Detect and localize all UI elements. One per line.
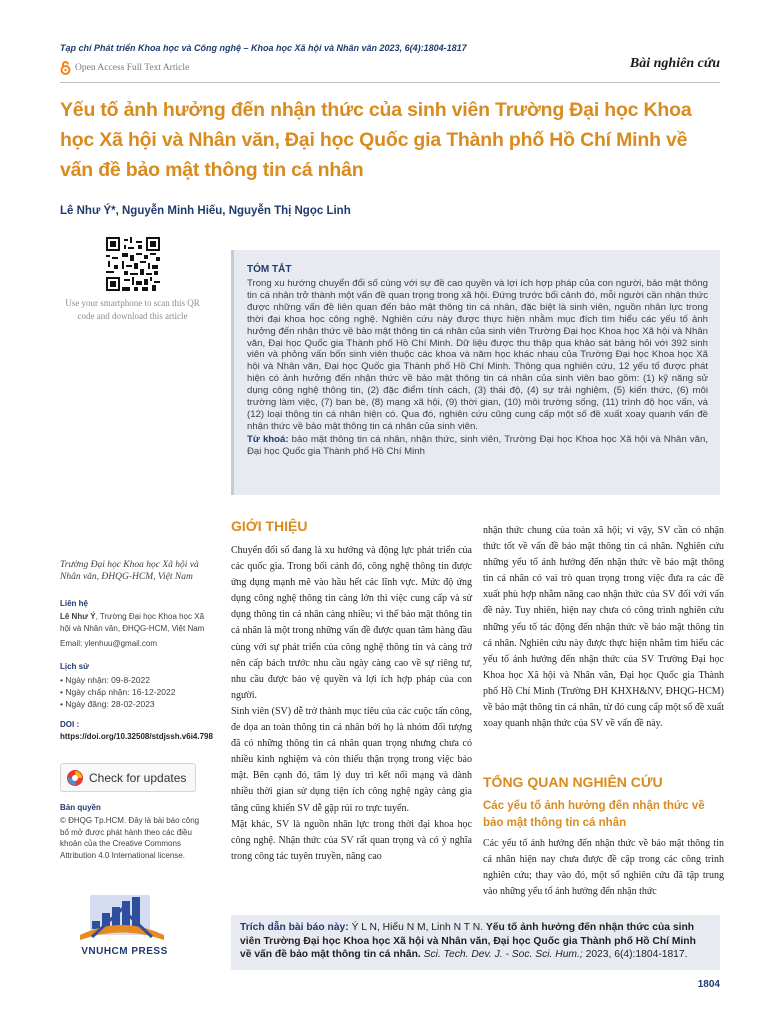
check-for-updates-icon xyxy=(66,769,84,787)
paragraph: Các yếu tố ảnh hưởng đến nhận thức về bảo mật thông tin cá nhân hiện nay chưa được đề cập trong các công trình nghiên cứu; thay vào đó, một số nghiên cứu đã tập trung vào những yếu tố ảnh hưởng đến nhận thức xyxy=(483,838,724,898)
section-heading-introduction: GIỚI THIỆU xyxy=(231,518,308,534)
vnuhcm-press-label: VNUHCM PRESS xyxy=(81,946,168,957)
history-list xyxy=(60,674,208,710)
history-received: • Ngày nhận: 09-8-2022 xyxy=(60,675,150,685)
history-accepted: • Ngày chấp nhận: 16-12-2022 xyxy=(60,687,176,697)
paragraph: Sinh viên (SV) dễ trở thành mục tiêu của các cuộc tấn công, đe dọa an toàn thông tin cá nhân bởi họ là nhóm đối tượng đã có những thông tin cá nhân quan trọng nhưng chưa có nhiều kinh nghiệm và còn thiếu thận trọng trong việc bảo mật. Bên cạnh đó, tâm lý duy trì kết nối mạng và dành nhiều thời gian sử dụng tiện ích công nghệ ngày càng gia tăng cũng khiến SV dễ gặp rủi ro trực tuyến. xyxy=(231,705,472,814)
body-column-2-continued xyxy=(483,836,724,900)
abstract-box xyxy=(231,250,720,495)
contact-org: , Trường Đại học Khoa học Xã hội và Nhân văn, ĐHQG-HCM, Việt Nam xyxy=(60,612,205,633)
open-access-badge[interactable] xyxy=(60,61,189,75)
contact-details xyxy=(60,611,208,634)
keywords-label: Từ khoá: xyxy=(247,433,289,445)
body-column-2 xyxy=(483,523,724,732)
journal-line: Tạp chí Phát triển Khoa học và Công nghệ – Khoa học Xã hội và Nhân văn 2023, 6(4):1804-1817 xyxy=(60,43,467,53)
history-heading: Lịch sử xyxy=(60,662,89,671)
check-for-updates-button[interactable] xyxy=(60,763,196,792)
open-access-label: Open Access Full Text Article xyxy=(75,63,190,73)
citation-title: Yếu tố ảnh hưởng đến nhận thức của sinh viên Trường Đại học Khoa học Xã hội và Nhân văn, Đại học Quốc gia Thành phố Hồ Chí Minh về vấn đề bảo mật thông tin cá nhân. xyxy=(240,922,696,961)
citation-label: Trích dẫn bài báo này: xyxy=(240,922,349,933)
paragraph: nhận thức chung của toàn xã hội; vì vậy, SV cần có nhận thức tốt về vấn đề bảo mật thông tin cá nhân. Nghiên cứu những yếu tố ảnh hưởng đến nhận thức về bảo mật thông tin cá nhân có vai trò quan trọng trong việc đưa ra các đề xuất phù hợp nhằm nâng cao nhận thức của SV đối với vấn đề này. Tuy nhiên, hiện nay chưa có công trình nghiên cứu những yếu tố tác động đến nhận thức về bảo mật thông tin cá nhân. Nghiên cứu này được thực hiện nhằm tìm hiểu các yếu tố ảnh hưởng đến nhận thức của SV Trường Đại học Khoa học Xã hội và Nhân văn, Đại học Quốc gia Thành phố Hồ Chí Minh (Trường ĐH KHXH&NV, ĐHQG-HCM) về bảo mật thông tin cá nhân, từ đó cung cấp một số đề xuất xoay quanh nhận thức của SV về vấn đề này. xyxy=(483,525,724,730)
citation-authors: Ý L N, Hiếu N M, Linh N T N. xyxy=(348,922,486,933)
article-title: Yếu tố ảnh hưởng đến nhận thức của sinh viên Trường Đại học Khoa học Xã hội và Nhân văn, Đại học Quốc gia Thành phố Hồ Chí Minh về vấn đề bảo mật thông tin cá nhân xyxy=(60,99,692,181)
contact-name: Lê Như Ý xyxy=(60,612,96,621)
doi-heading: DOI : xyxy=(60,720,80,729)
qr-caption: Use your smartphone to scan this QR code and download this article xyxy=(65,298,200,321)
contact-block xyxy=(60,599,208,650)
abstract-heading: TÓM TẮT xyxy=(247,264,292,275)
citation-box xyxy=(231,915,720,970)
qr-code-icon[interactable] xyxy=(106,237,160,291)
affiliation: Trường Đại học Khoa học Xã hội và Nhân văn, ĐHQG-HCM, Việt Nam xyxy=(60,560,199,582)
section-heading-literature-review: TỔNG QUAN NGHIÊN CỨU xyxy=(483,774,663,790)
author-list[interactable]: Lê Như Ý*, Nguyễn Minh Hiếu, Nguyễn Thị Ngọc Linh xyxy=(60,205,351,217)
header-divider xyxy=(60,82,720,83)
keywords xyxy=(247,434,708,458)
citation-journal: Sci. Tech. Dev. J. - Soc. Sci. Hum.; xyxy=(420,949,583,961)
body-column-1 xyxy=(231,543,472,865)
contact-heading: Liên hệ xyxy=(60,599,89,608)
paragraph: Chuyển đổi số đang là xu hướng và động lực phát triển của các quốc gia. Trong bối cảnh đó, công nghệ thông tin được ứng dụng mạnh mẽ vào hầu hết các lĩnh vực. Mức độ ứng dụng công nghệ thông tin càng lớn thì việc cung cấp và sử dụng thông tin cá nhân càng nhiều; vì thế bảo mật thông tin cá nhân là một trong những vấn đề được quan tâm hàng đầu cùng với sự phát triển của công nghệ thông tin và càng trở nên cấp bách trước nhu cầu ngày càng cao về sự riêng tư, nhu cầu được bảo vệ quyền và lợi ích hợp pháp của con người. xyxy=(231,545,472,701)
copyright-text: © ĐHQG Tp.HCM. Đây là bài báo công bố mở được phát hành theo các điều khoản của the Creative Commons Attribution 4.0 International license. xyxy=(60,816,200,860)
keywords-text: bảo mật thông tin cá nhân, nhận thức, sinh viên, Trường Đại học Khoa học Xã hội và Nhân văn, Đại học Quốc gia Thành phố Hồ Chí Minh xyxy=(247,433,708,457)
doi-block xyxy=(60,720,213,741)
contact-email[interactable]: Email: ylenhuu@gmail.com xyxy=(60,639,158,648)
page-number: 1804 xyxy=(697,979,720,990)
check-for-updates-label: Check for updates xyxy=(89,770,187,785)
citation-year: 2023, 6(4):1804-1817. xyxy=(582,949,688,961)
abstract-text: Trong xu hướng chuyển đổi số cùng với sự đề cao quyền và lợi ích hợp pháp của con người, bảo mật thông tin cá nhân trở thành một vấn đề quan trọng trong xã hội. Đứng trước bối cảnh đó, mỗi người cần nhận thức được những vấn đề liên quan đến bảo mật thông tin cá nhân, đặc biệt là sinh viên, nguồn nhân lực trong thời đại khoa học công nghệ. Nghiên cứu này được thực hiện nhằm mục đích tìm hiểu các yếu tố ảnh hưởng đến nhận thức về bảo mật thông tin cá nhân của sinh viên Trường Đại học Khoa học Xã hội và Nhân văn, Đại học Quốc gia Thành phố Hồ Chí Minh. Dữ liệu được thu thập qua khảo sát bảng hỏi với 392 sinh viên và phỏng vấn bốn sinh viên thuộc các khoa và năm học khác nhau của Trường Đại học Khoa học Xã hội và Nhân văn, Đại học Quốc gia Thành phố Hồ Chí Minh. Thông qua nghiên cứu, 12 yếu tố được phát hiện có ảnh hưởng đến nhận thức về bảo mật thông tin cá nhân của sinh viên bao gồm: (1) kỹ năng sử dụng công nghệ thông tin, (2) đặc điểm tính cách, (3) thái độ, (4) sự trải nghiệm, (5) kiến thức, (6) môi trường làm việc, (7) ban bè, (8) mạng xã hội, (9) thời gian, (10) môi trường sống, (11) trình độ học vấn, và (12) loại thông tin cá nhân hiện có. Qua đó, nghiên cứu cũng cung cấp một số đề xuất xoay quanh vấn đề nhận thức về bảo mật thông tin cá nhân của sinh viên. xyxy=(247,278,708,432)
open-access-icon xyxy=(60,61,71,75)
subsection-heading: Các yếu tố ảnh hưởng đến nhận thức về bảo mật thông tin cá nhân xyxy=(483,800,705,829)
paragraph: Mặt khác, SV là nguồn nhân lực trong thời đại khoa học công nghệ. Nhận thức của SV rất quan trọng và có ý nghĩa trong công tác tuyên truyền, nâng cao xyxy=(231,818,472,862)
copyright-block xyxy=(60,803,208,861)
doi-link[interactable]: https://doi.org/10.32508/stdjssh.v6i4.798 xyxy=(60,732,213,741)
history-published: • Ngày đăng: 28-02-2023 xyxy=(60,699,155,709)
copyright-heading: Bản quyền xyxy=(60,803,101,812)
history-block xyxy=(60,662,208,710)
article-type: Bài nghiên cứu xyxy=(629,56,720,71)
